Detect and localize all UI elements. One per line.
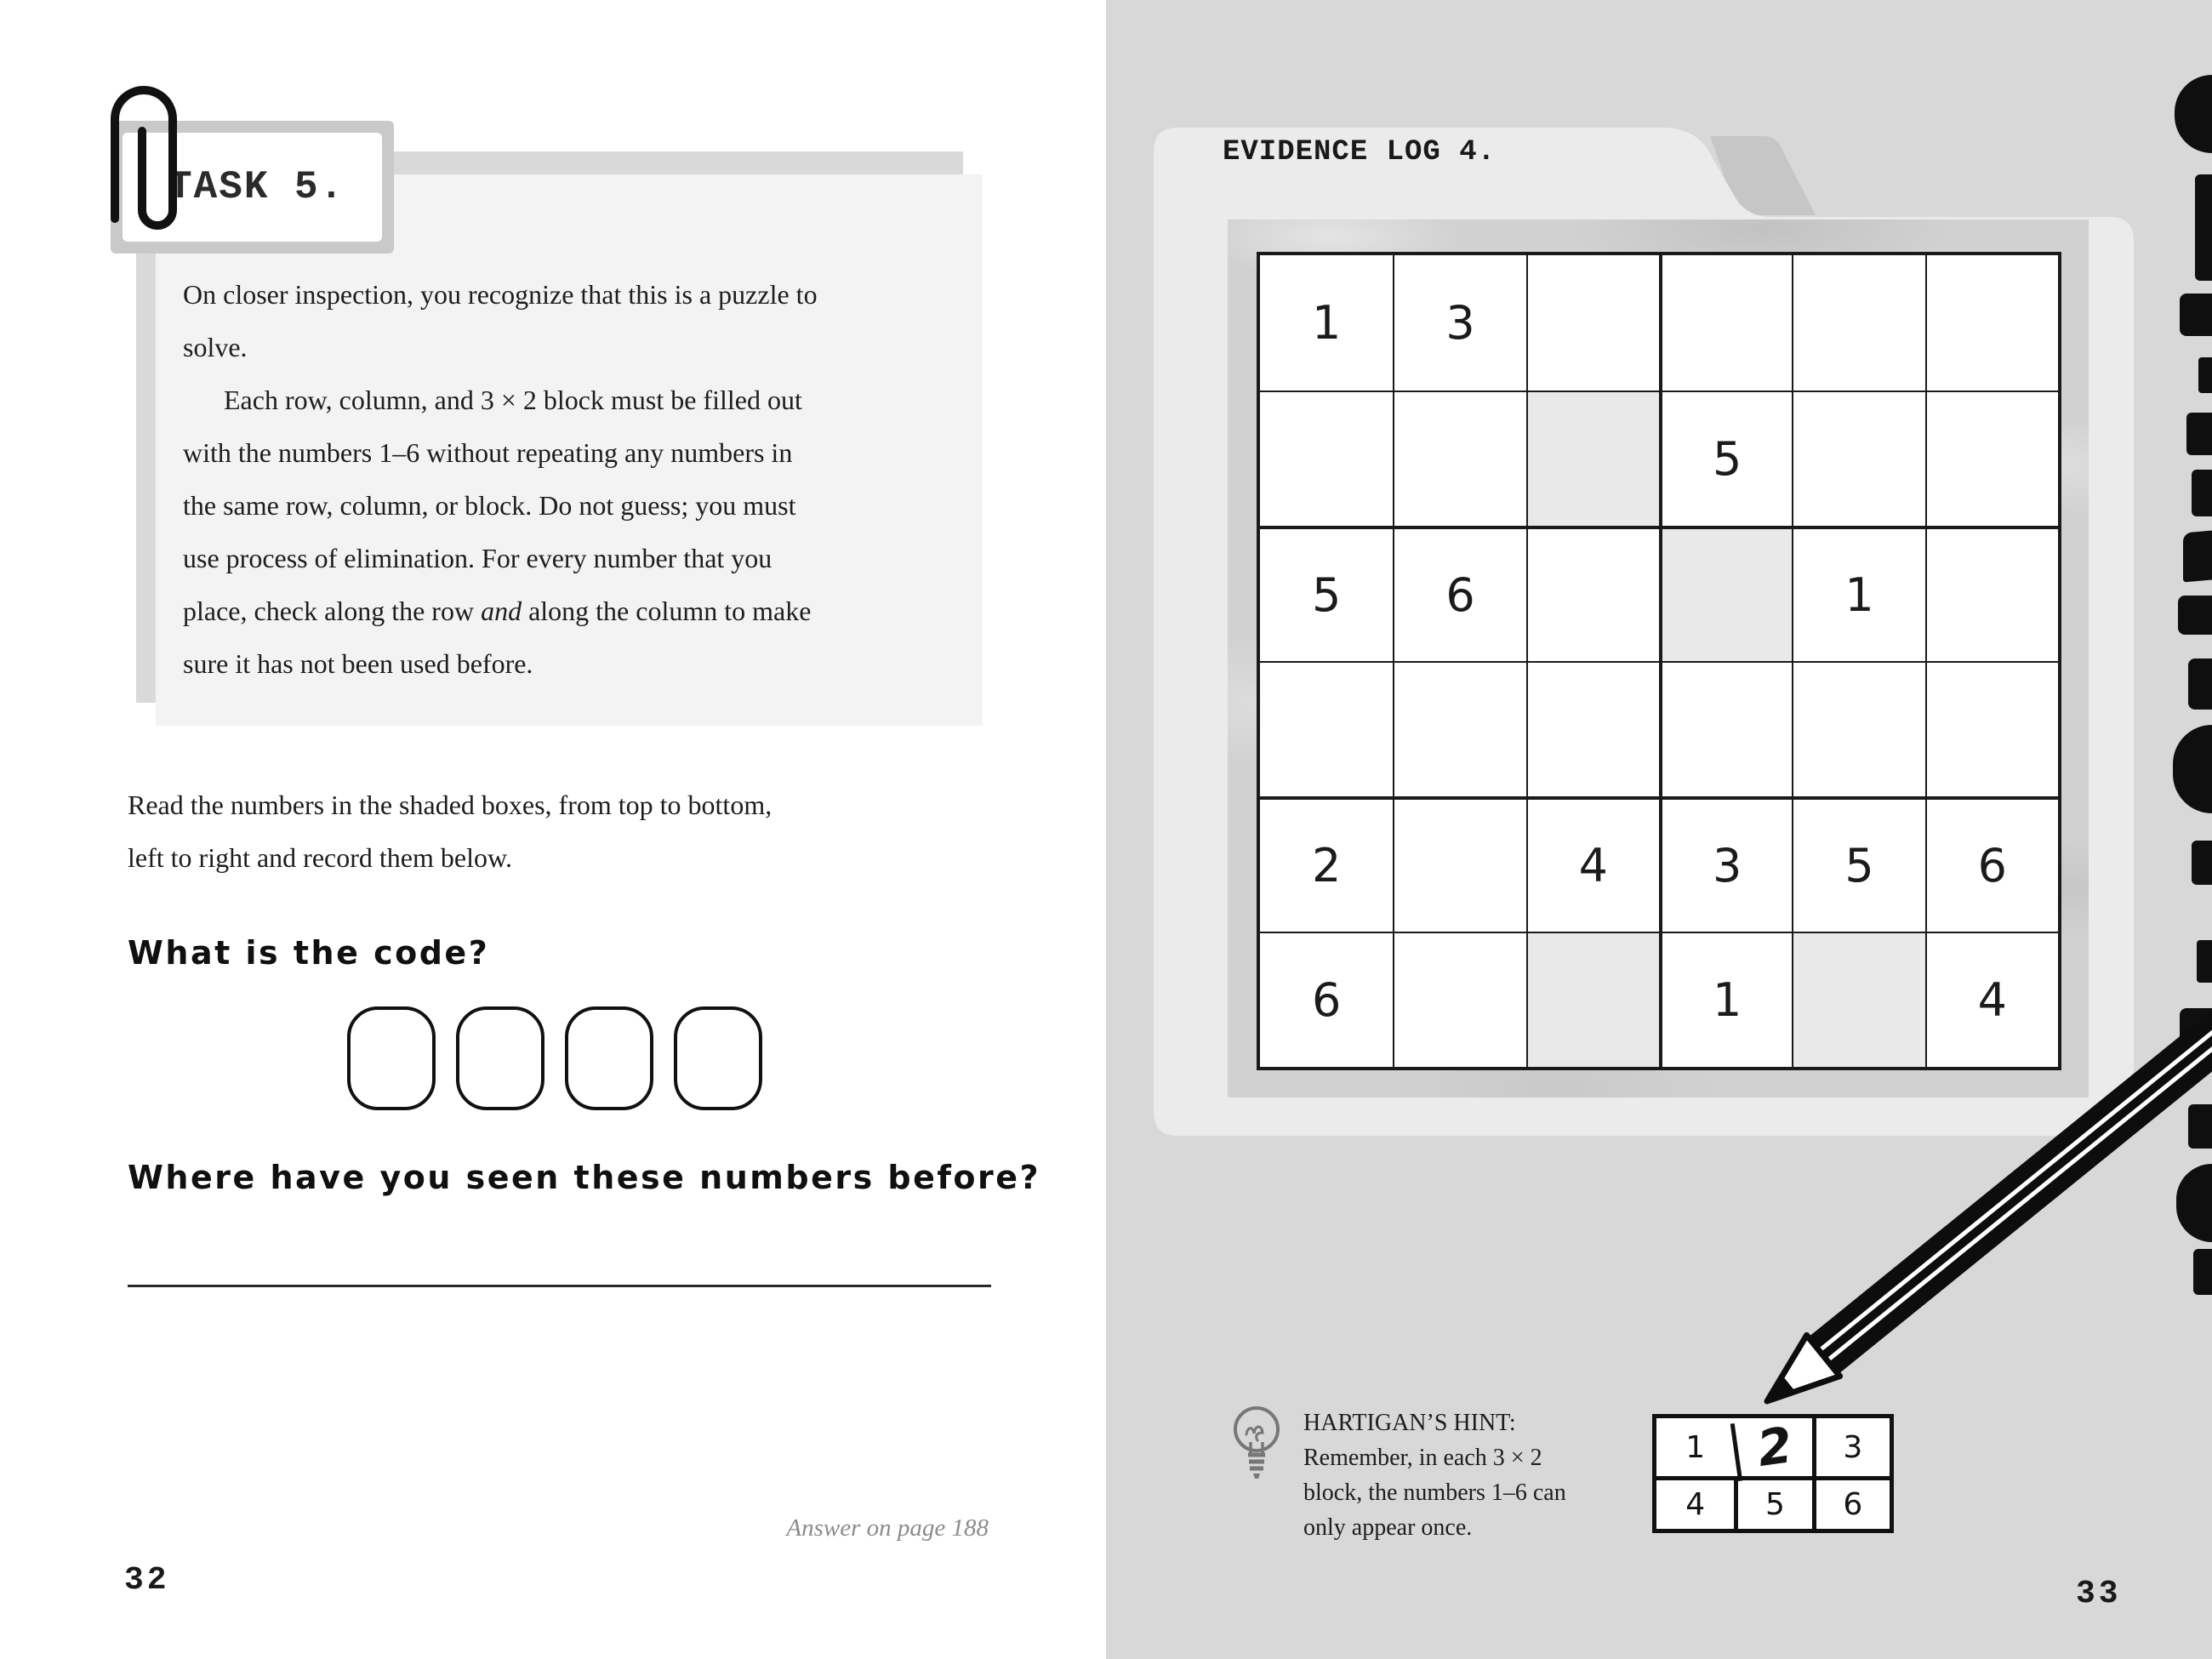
edge-art-shape xyxy=(2195,174,2212,281)
edge-art-shape xyxy=(2178,596,2212,635)
sudoku-cell[interactable] xyxy=(1925,391,2058,526)
code-answer-boxes xyxy=(347,1006,762,1110)
answer-write-line[interactable] xyxy=(128,1285,991,1287)
sudoku-cell[interactable] xyxy=(1526,661,1659,796)
sudoku-cell[interactable]: 1 xyxy=(1659,932,1792,1067)
read-note xyxy=(128,778,772,884)
edge-art-shape xyxy=(2198,357,2212,393)
instruction-line: On closer inspection, you recognize that this is a puzzle to xyxy=(183,279,818,310)
evidence-log-title: EVIDENCE LOG 4. xyxy=(1223,136,1497,168)
where-question: Where have you seen these numbers before? xyxy=(128,1159,1041,1196)
sudoku-cell[interactable] xyxy=(1659,526,1792,661)
code-answer-box[interactable] xyxy=(674,1006,762,1110)
sudoku-cell[interactable] xyxy=(1260,391,1393,526)
hint-line: only appear once. xyxy=(1303,1514,1473,1541)
lightbulb-icon xyxy=(1230,1405,1285,1484)
edge-art-shape xyxy=(2183,531,2212,583)
edge-art-shape xyxy=(2186,413,2212,455)
paperclip-icon xyxy=(89,78,191,265)
edge-art-shape xyxy=(2188,658,2212,710)
sudoku-cell[interactable]: 3 xyxy=(1393,255,1525,391)
sudoku-cell[interactable] xyxy=(1792,255,1924,391)
sudoku-cell[interactable]: 4 xyxy=(1526,796,1659,932)
edge-art-shape xyxy=(2180,294,2212,336)
hint-title: HARTIGAN’S HINT: xyxy=(1303,1410,1516,1436)
hint-grid-cell: 1 xyxy=(1685,1429,1706,1465)
sudoku-cell[interactable] xyxy=(1260,661,1393,796)
instruction-line: the same row, column, or block. Do not guess; you must xyxy=(183,490,796,521)
hint-grid-cell: 4 xyxy=(1656,1476,1734,1529)
hint-line: block, the numbers 1–6 can xyxy=(1303,1479,1566,1506)
sudoku-cell[interactable] xyxy=(1659,255,1792,391)
hint-block xyxy=(1303,1405,1566,1545)
sudoku-cell[interactable] xyxy=(1393,796,1525,932)
sudoku-cell[interactable] xyxy=(1925,526,2058,661)
sudoku-cell[interactable]: 5 xyxy=(1792,796,1924,932)
sudoku-cell[interactable]: 6 xyxy=(1260,932,1393,1067)
task-header-box xyxy=(111,121,394,254)
sudoku-cell[interactable] xyxy=(1393,661,1525,796)
page-number-right: 33 xyxy=(2076,1576,2122,1612)
instruction-line: solve. xyxy=(183,332,248,362)
sudoku-cell[interactable]: 2 xyxy=(1260,796,1393,932)
code-question: What is the code? xyxy=(128,934,490,972)
sudoku-cell[interactable] xyxy=(1526,526,1659,661)
hint-grid-cell: 3 xyxy=(1812,1418,1890,1476)
page-number-left: 32 xyxy=(124,1562,170,1599)
sudoku-cell[interactable] xyxy=(1393,391,1525,526)
instruction-line: place, check along the row and along the column to make xyxy=(183,596,812,626)
sudoku-cell[interactable]: 6 xyxy=(1393,526,1525,661)
sudoku-cell[interactable] xyxy=(1792,391,1924,526)
hint-line: Remember, in each 3 × 2 xyxy=(1303,1445,1542,1471)
sudoku-cell[interactable] xyxy=(1925,661,2058,796)
task-title: TASK 5. xyxy=(168,165,345,209)
code-answer-box[interactable] xyxy=(565,1006,653,1110)
sudoku-cell[interactable]: 1 xyxy=(1792,526,1924,661)
hint-grid-cell: 5 xyxy=(1734,1476,1811,1529)
hint-grid-cell: 2 xyxy=(1730,1413,1816,1481)
pencil-graphic xyxy=(1659,851,2212,1446)
sudoku-cell[interactable]: 6 xyxy=(1925,796,2058,932)
instruction-line: with the numbers 1–6 without repeating any numbers in xyxy=(183,437,793,468)
instructions-panel xyxy=(156,174,983,726)
sudoku-cell[interactable] xyxy=(1393,932,1525,1067)
sudoku-cell[interactable] xyxy=(1659,661,1792,796)
sudoku-cell[interactable]: 5 xyxy=(1260,526,1393,661)
sudoku-cell[interactable]: 1 xyxy=(1311,296,1342,350)
code-answer-box[interactable] xyxy=(347,1006,436,1110)
instruction-line: use process of elimination. For every number that you xyxy=(183,543,772,573)
sudoku-cell[interactable]: 5 xyxy=(1659,391,1792,526)
sudoku-cell[interactable] xyxy=(1792,661,1924,796)
read-note-line: Read the numbers in the shaded boxes, from top to bottom, xyxy=(128,790,772,820)
hint-grid-cell: 6 xyxy=(1812,1476,1890,1529)
sudoku-cell[interactable]: 4 xyxy=(1925,932,2058,1067)
instruction-line: sure it has not been used before. xyxy=(183,648,533,679)
answer-page-note: Answer on page 188 xyxy=(786,1514,989,1542)
code-answer-box[interactable] xyxy=(456,1006,544,1110)
sudoku-cell[interactable] xyxy=(1526,932,1659,1067)
hint-lines xyxy=(1303,1440,1566,1545)
task-instructions xyxy=(183,268,818,690)
sudoku-cell[interactable] xyxy=(1526,255,1659,391)
sudoku-cell[interactable] xyxy=(1925,255,2058,391)
sudoku-cell[interactable]: 3 xyxy=(1659,796,1792,932)
edge-art-shape xyxy=(2192,470,2212,516)
read-note-line: left to right and record them below. xyxy=(128,842,512,873)
sudoku-cell[interactable] xyxy=(1526,391,1659,526)
instruction-line: Each row, column, and 3 × 2 block must be filled out xyxy=(183,385,802,415)
